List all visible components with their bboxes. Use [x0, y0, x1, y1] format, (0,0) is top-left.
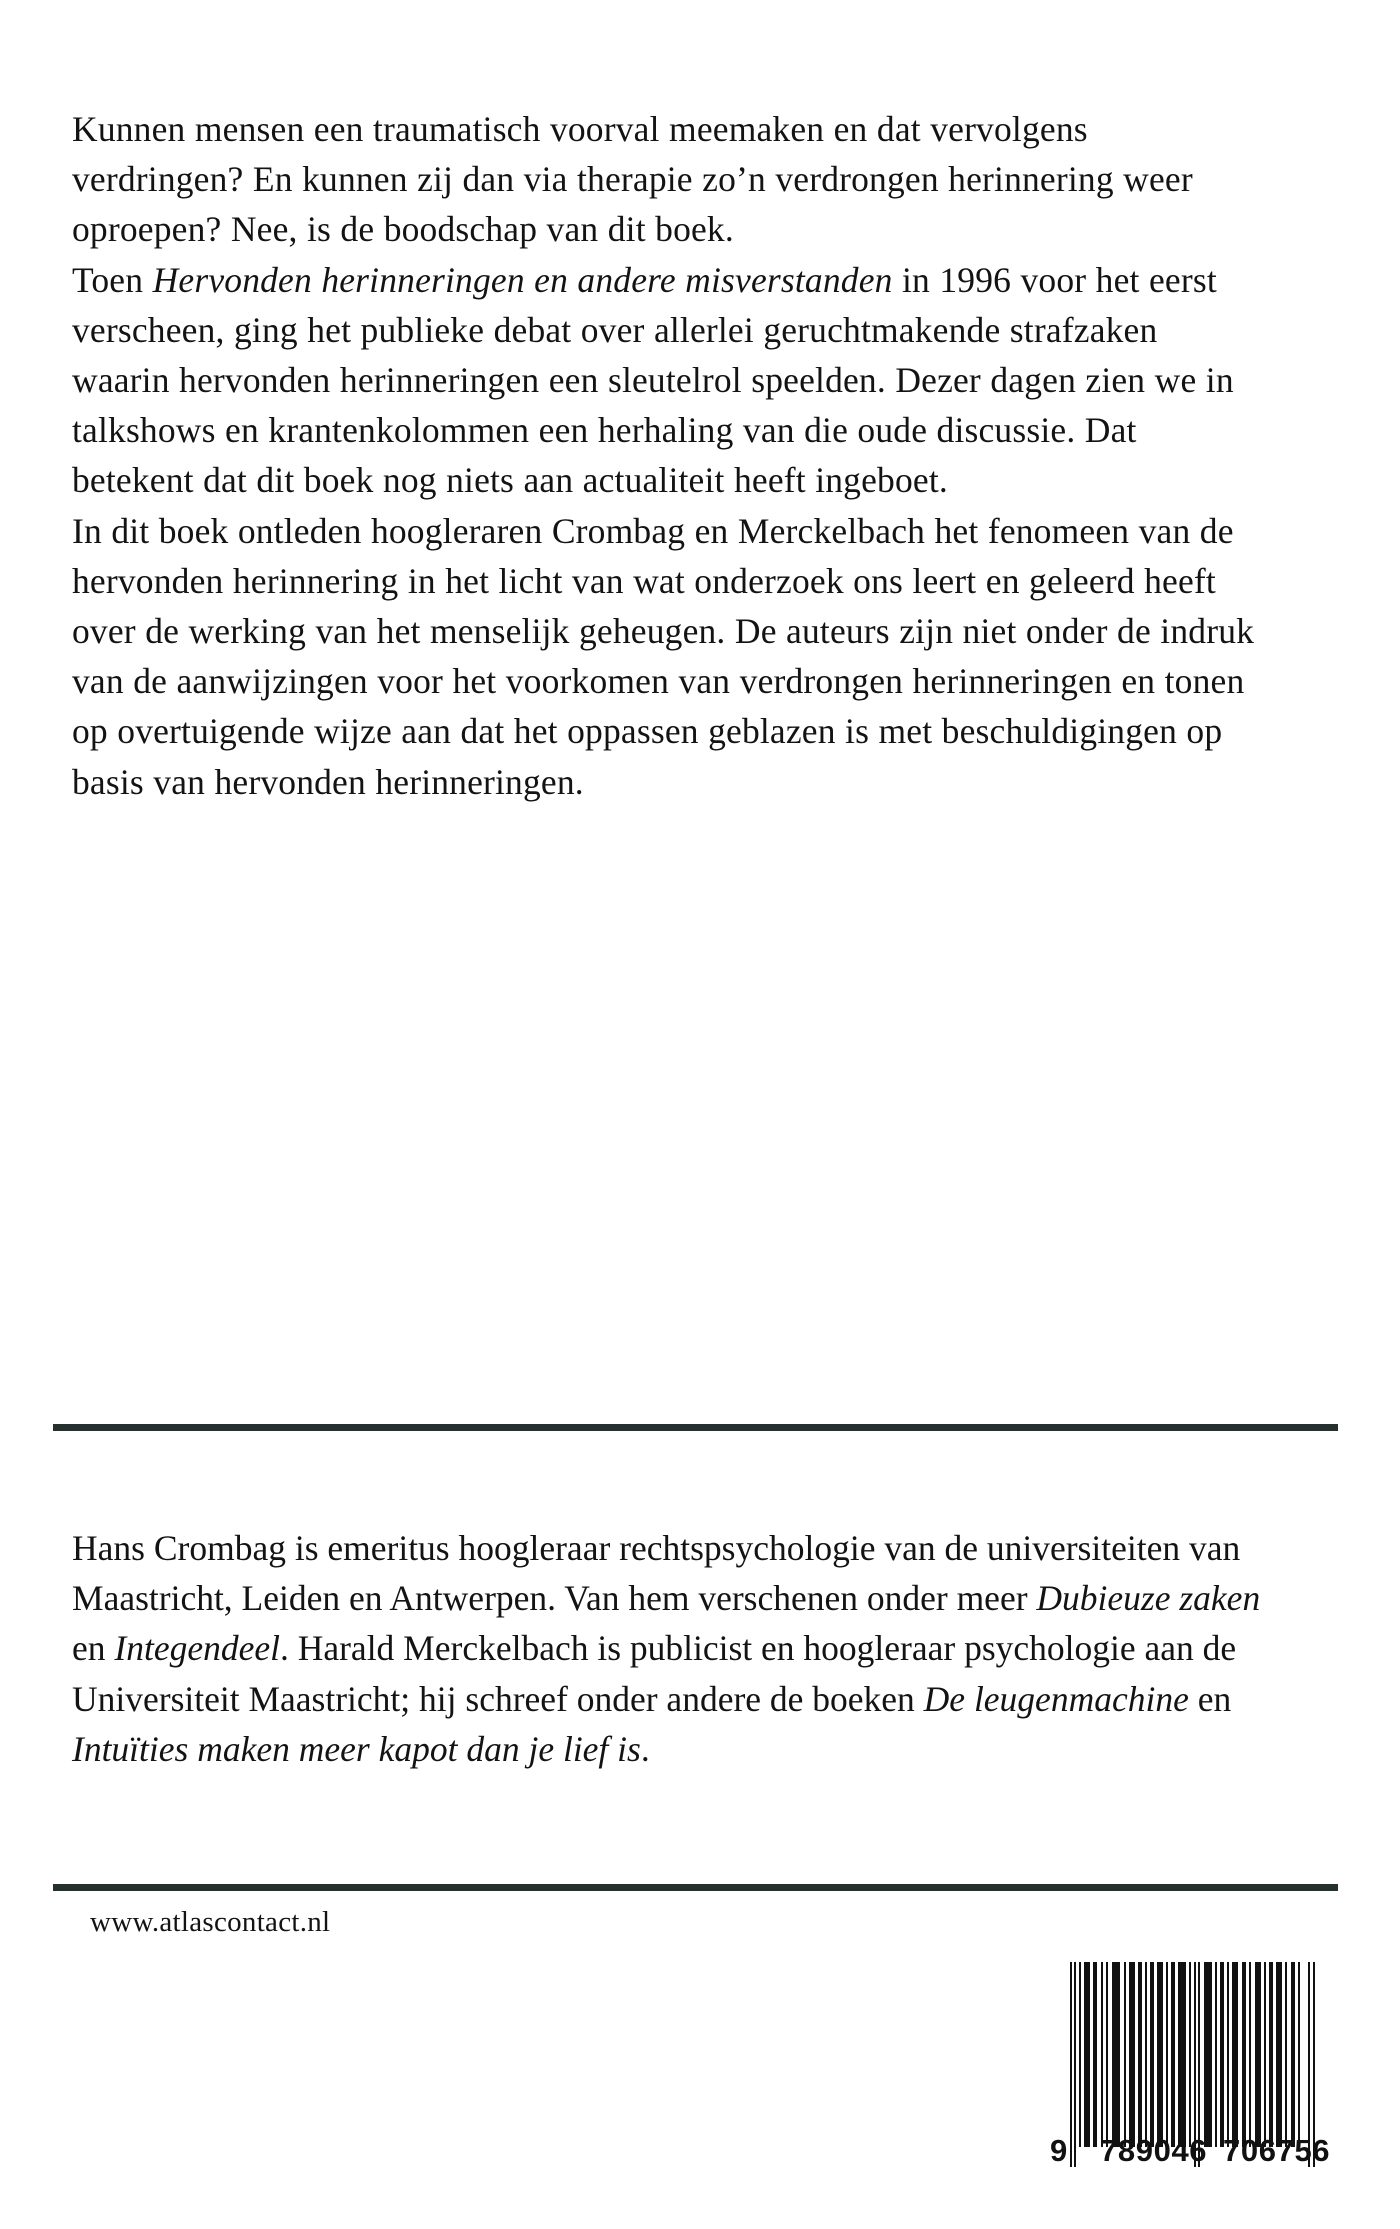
book-title-hervonden-herinneringen: Hervonden herinneringen en andere misverstanden [152, 259, 893, 300]
blurb-paragraph-1: Kunnen mensen een traumatisch voorval meemaken en dat vervolgens verdringen? En kunnen zij dan via therapie zo’n verdrongen herinnering weer oproepen? Nee, is de boodschap van dit boek. [72, 109, 1193, 250]
book-title-dubieuze-zaken: Dubieuze zaken [1036, 1578, 1261, 1619]
book-title-intuities: Intuïties maken meer kapot dan je lief is [72, 1728, 641, 1769]
bio-segment-2: en [72, 1628, 115, 1669]
author-bio-paragraph [72, 1523, 1267, 1774]
blurb-text-block [72, 104, 1262, 807]
barcode-lead-digit: 9 [1050, 2133, 1068, 2168]
book-title-integendeel: Integendeel [114, 1628, 280, 1669]
isbn-barcode [1048, 1962, 1338, 2167]
blurb-paragraph-2-lead: Toen [72, 259, 153, 300]
barcode-digits [1048, 2135, 1338, 2169]
author-bio-block [72, 1523, 1267, 1774]
blurb-paragraph-3: In dit boek ontleden hoogleraren Crombag en Merckelbach het fenomeen van de hervonden herinnering in het licht van wat onderzoek ons leert en geleerd heeft over de werking van het menselijk geheugen. De auteurs zijn niet onder de indruk van de aanwijzingen voor het voorkomen van verdrongen herinneringen en tonen op overtuigende wijze aan dat het oppassen geblazen is met beschuldigingen op basis van hervonden herinneringen. [72, 510, 1255, 802]
blurb-paragraph-2 [72, 255, 1262, 506]
barcode-left-group: 789046 [1100, 2133, 1208, 2168]
publisher-website-link[interactable]: www.atlascontact.nl [90, 1906, 331, 1938]
blurb-paragraph-2-rest: in 1996 voor het eerst verscheen, ging het publieke debat over allerlei geruchtmakende strafzaken waarin hervonden herinneringen een sleutelrol speelden. Dezer dagen zien we in talkshows en krantenkolommen een herhaling van die oude discussie. Dat betekent dat dit boek nog niets aan actualiteit heeft ingeboet. [72, 259, 1234, 501]
divider-above-bio [53, 1424, 1338, 1431]
barcode-right-group: 706756 [1223, 2133, 1331, 2168]
bio-segment-5: . [640, 1728, 650, 1769]
bio-segment-4: en [1188, 1678, 1232, 1719]
divider-above-footer [53, 1884, 1338, 1891]
bio-segment-3: . Harald Merckelbach is publicist en hoogleraar psychologie aan de Universiteit Maastricht; hij schreef onder andere de boeken [72, 1628, 1237, 1719]
bio-segment-1: Hans Crombag is emeritus hoogleraar rechtspsychologie van de universiteiten van Maastricht, Leiden en Antwerpen. Van hem verschenen onder meer [72, 1528, 1241, 1619]
book-title-de-leugenmachine: De leugenmachine [923, 1678, 1189, 1719]
